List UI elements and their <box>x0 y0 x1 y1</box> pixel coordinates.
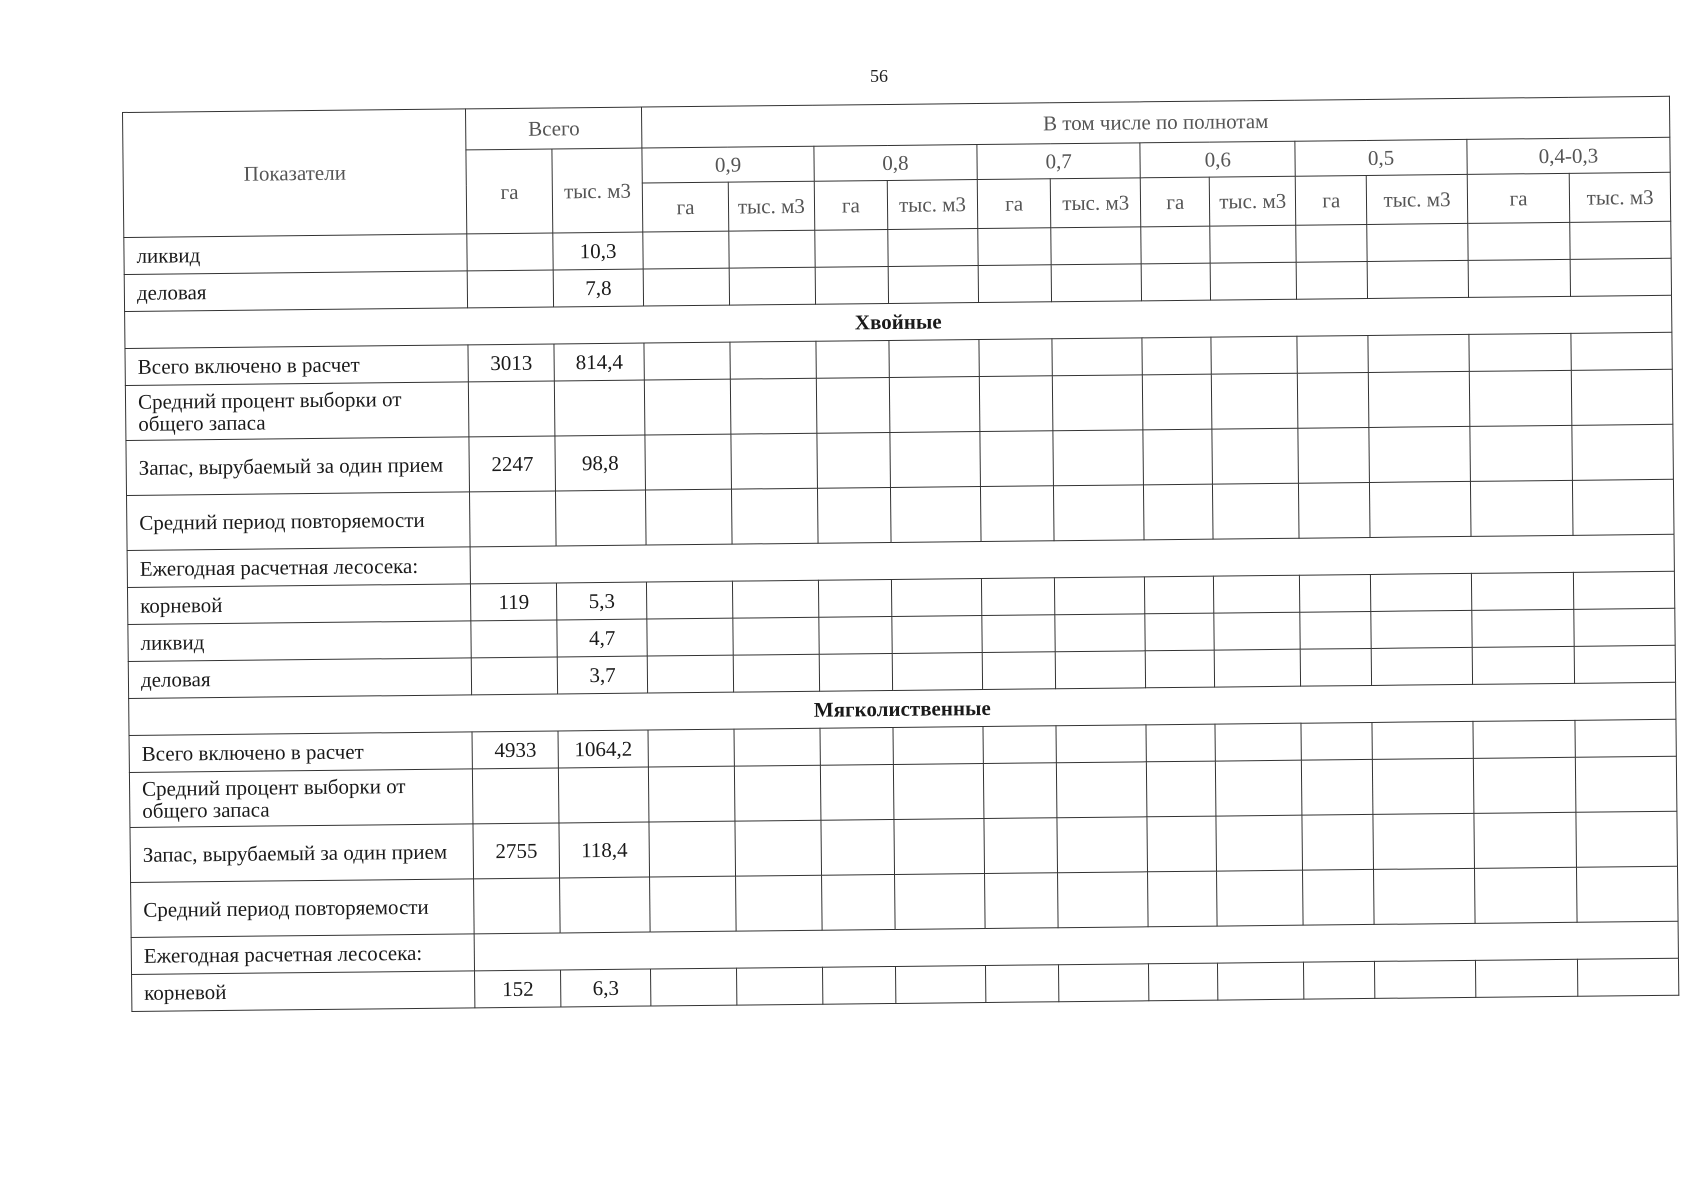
density-cell <box>1374 868 1475 924</box>
density-cell <box>985 965 1059 1003</box>
density-cell <box>1053 375 1144 431</box>
header-indicators: Показатели <box>123 109 468 238</box>
density-cell <box>819 616 893 654</box>
density-cell <box>1210 225 1296 263</box>
density-cell <box>733 617 819 655</box>
density-cell <box>735 875 821 931</box>
density-cell <box>1141 226 1210 264</box>
density-cell <box>1147 816 1217 872</box>
total-vol-cell: 118,4 <box>559 822 650 878</box>
density-cell <box>1474 812 1577 868</box>
density-cell <box>1214 612 1300 650</box>
total-vol-cell: 6,3 <box>561 969 651 1007</box>
density-cell <box>983 763 1057 819</box>
header-total-vol: тыс. м3 <box>552 148 643 233</box>
header-density-0-7: 0,7 <box>977 143 1141 180</box>
total-ha-cell: 3013 <box>468 344 554 382</box>
table-body <box>124 221 1679 1011</box>
density-cell <box>1373 813 1474 869</box>
total-ha-cell: 4933 <box>472 731 558 769</box>
density-cell <box>1146 724 1215 762</box>
density-cell <box>1143 429 1213 485</box>
density-cell <box>822 966 896 1004</box>
density-cell <box>1212 428 1298 484</box>
total-ha-cell: 152 <box>475 970 561 1008</box>
density-cell <box>1141 263 1210 301</box>
density-cell <box>646 489 732 545</box>
density-cell <box>1473 720 1576 758</box>
row-label: Ежегодная расчетная лесосека: <box>131 934 475 975</box>
density-cell <box>818 579 892 617</box>
density-cell <box>1469 333 1572 371</box>
row-label: Ежегодная расчетная лесосека: <box>127 547 471 588</box>
density-cell <box>1144 484 1214 540</box>
density-cell <box>1300 574 1372 612</box>
density-cell <box>1302 759 1374 815</box>
density-cell <box>1573 479 1674 535</box>
density-cell <box>731 433 817 489</box>
density-cell <box>643 231 729 269</box>
density-cell <box>1475 959 1578 997</box>
density-cell <box>1473 757 1576 813</box>
density-cell <box>1055 651 1145 689</box>
density-cell <box>651 968 737 1006</box>
total-vol-cell <box>560 877 651 933</box>
header-total-ha: га <box>466 149 553 234</box>
density-cell <box>734 765 820 821</box>
density-cell <box>1213 483 1299 539</box>
total-vol-cell: 4,7 <box>557 619 647 657</box>
density-cell <box>1571 332 1672 370</box>
density-cell <box>1570 258 1671 296</box>
density-cell <box>1149 963 1218 1001</box>
density-cell <box>1371 610 1472 648</box>
density-cell <box>817 487 891 543</box>
density-cell <box>1051 264 1141 302</box>
density-cell <box>1470 480 1573 536</box>
density-cell <box>1369 426 1470 482</box>
density-cell <box>1217 870 1303 926</box>
row-label: Средний процент выборки от общего запаса <box>129 769 473 828</box>
density-cell <box>1470 425 1573 481</box>
density-cell <box>1296 224 1368 262</box>
density-cell <box>734 728 820 766</box>
total-ha-cell <box>469 381 555 437</box>
density-cell <box>1370 481 1471 537</box>
density-cell <box>1055 577 1145 615</box>
header-unit-ha: га <box>1141 177 1211 227</box>
density-cell <box>1572 424 1673 480</box>
density-cell <box>1145 650 1214 688</box>
density-cell <box>644 342 730 380</box>
row-label: Запас, вырубаемый за один прием <box>126 437 470 496</box>
density-cell <box>891 579 981 617</box>
density-cell <box>649 821 735 877</box>
density-cell <box>1215 723 1301 761</box>
density-cell <box>1056 725 1146 763</box>
density-cell <box>894 819 985 875</box>
total-vol-cell <box>556 490 647 546</box>
total-vol-cell: 7,8 <box>553 269 643 307</box>
density-cell <box>980 431 1054 487</box>
forest-table-container <box>122 96 1679 1012</box>
density-cell <box>1147 761 1217 817</box>
density-cell <box>1577 866 1678 922</box>
density-cell <box>1055 614 1145 652</box>
density-cell <box>893 727 983 765</box>
density-cell <box>1058 872 1149 928</box>
density-cell <box>1575 645 1676 683</box>
density-cell <box>730 378 816 434</box>
density-cell <box>731 488 817 544</box>
density-cell <box>1367 260 1468 298</box>
density-cell <box>1145 613 1214 651</box>
density-cell <box>1576 811 1677 867</box>
density-cell <box>1300 611 1372 649</box>
density-cell <box>895 966 985 1004</box>
density-cell <box>888 266 978 304</box>
density-cell <box>1302 814 1374 870</box>
density-cell <box>889 377 980 433</box>
total-vol-cell: 98,8 <box>555 435 646 491</box>
density-cell <box>1468 259 1571 297</box>
row-label: деловая <box>128 658 472 699</box>
total-ha-cell <box>470 491 556 547</box>
page-number: 56 <box>870 66 888 86</box>
total-vol-cell <box>559 767 650 823</box>
density-cell <box>1216 760 1302 816</box>
density-cell <box>1368 334 1469 372</box>
header-unit-ha: га <box>1467 173 1570 223</box>
density-cell <box>1304 961 1376 999</box>
density-cell <box>1051 227 1141 265</box>
density-cell <box>888 229 978 267</box>
density-cell <box>1303 869 1375 925</box>
density-cell <box>816 340 890 378</box>
density-cell <box>1471 572 1574 610</box>
density-cell <box>890 432 981 488</box>
density-cell <box>1474 867 1577 923</box>
density-cell <box>1301 722 1373 760</box>
header-unit-vol: тыс. м3 <box>728 181 814 231</box>
header-unit-ha: га <box>977 179 1051 229</box>
density-cell <box>1212 373 1298 429</box>
forest-harvest-table <box>122 96 1679 1012</box>
density-cell <box>1211 336 1297 374</box>
density-cell <box>1367 223 1468 261</box>
density-cell <box>1469 370 1572 426</box>
density-cell <box>1575 719 1676 757</box>
header-unit-ha: га <box>1295 175 1367 225</box>
total-ha-cell <box>467 233 553 271</box>
row-label: ликвид <box>128 621 472 662</box>
density-cell <box>981 578 1055 616</box>
total-vol-cell <box>554 380 645 436</box>
density-cell <box>1372 721 1473 759</box>
density-cell <box>985 873 1059 929</box>
density-cell <box>647 581 733 619</box>
total-vol-cell: 10,3 <box>553 232 643 270</box>
density-cell <box>735 820 821 876</box>
row-label: корневой <box>132 971 476 1012</box>
total-ha-cell: 119 <box>471 583 557 621</box>
density-cell <box>648 729 734 767</box>
density-cell <box>736 967 822 1005</box>
density-cell <box>890 487 981 543</box>
total-ha-cell <box>473 768 559 824</box>
density-cell <box>1369 371 1470 427</box>
density-cell <box>1578 958 1679 996</box>
header-unit-vol: тыс. м3 <box>1210 176 1296 226</box>
density-cell <box>817 432 891 488</box>
density-cell <box>730 341 816 379</box>
density-cell <box>729 230 815 268</box>
density-cell <box>733 654 819 692</box>
density-cell <box>820 764 894 820</box>
density-cell <box>645 434 731 490</box>
density-cell <box>1218 962 1304 1000</box>
density-cell <box>889 340 979 378</box>
density-cell <box>979 339 1053 377</box>
total-ha-cell <box>467 270 553 308</box>
density-cell <box>816 377 890 433</box>
density-cell <box>1214 575 1300 613</box>
density-cell <box>893 764 984 820</box>
density-cell <box>1057 817 1148 873</box>
density-cell <box>1375 960 1476 998</box>
density-cell <box>644 379 730 435</box>
density-cell <box>1143 374 1213 430</box>
header-unit-ha: га <box>642 182 728 232</box>
density-cell <box>1059 964 1149 1002</box>
density-cell <box>647 618 733 656</box>
total-ha-cell <box>474 878 560 934</box>
header-density-0-6: 0,6 <box>1140 141 1295 178</box>
total-vol-cell: 1064,2 <box>558 730 648 768</box>
density-cell <box>1572 369 1673 425</box>
density-cell <box>982 652 1056 690</box>
row-label: Всего включено в расчет <box>125 345 469 386</box>
density-cell <box>1576 756 1677 812</box>
density-cell <box>895 874 986 930</box>
row-label: деловая <box>124 271 468 312</box>
density-cell <box>1145 576 1214 614</box>
density-cell <box>729 267 815 305</box>
density-cell <box>650 876 736 932</box>
density-cell <box>1574 571 1675 609</box>
density-cell <box>1298 427 1370 483</box>
density-cell <box>732 580 818 618</box>
density-cell <box>978 265 1052 303</box>
header-density-0-8: 0,8 <box>814 145 978 182</box>
density-cell <box>892 616 982 654</box>
density-cell <box>892 653 982 691</box>
row-label: Запас, вырубаемый за один прием <box>130 824 474 883</box>
density-cell <box>1297 335 1369 373</box>
header-unit-vol: тыс. м3 <box>1570 172 1671 222</box>
row-label: Средний процент выборки от общего запаса <box>125 382 469 441</box>
density-cell <box>1472 646 1575 684</box>
density-cell <box>1053 430 1144 486</box>
density-cell <box>820 727 894 765</box>
density-cell <box>983 726 1057 764</box>
density-cell <box>1057 762 1148 818</box>
header-density-0-4-0-3: 0,4-0,3 <box>1467 137 1671 174</box>
density-cell <box>1300 648 1372 686</box>
density-cell <box>1570 221 1671 259</box>
density-cell <box>1142 337 1211 375</box>
density-cell <box>1299 482 1371 538</box>
density-cell <box>1297 372 1369 428</box>
density-cell <box>815 266 889 304</box>
total-vol-cell: 814,4 <box>554 343 644 381</box>
density-cell <box>1574 608 1675 646</box>
density-cell <box>1468 222 1571 260</box>
density-cell <box>1054 485 1145 541</box>
total-vol-cell: 5,3 <box>557 582 647 620</box>
density-cell <box>1052 338 1142 376</box>
section-title: Хвойные <box>125 295 1672 348</box>
table-header <box>123 96 1671 237</box>
density-cell <box>1371 573 1472 611</box>
density-cell <box>815 229 889 267</box>
total-ha-cell <box>472 657 558 695</box>
row-label: Средний период повторяемости <box>131 879 475 938</box>
header-density-0-5: 0,5 <box>1295 139 1467 176</box>
section-title: Мягколиственные <box>129 682 1676 735</box>
density-cell <box>1372 647 1473 685</box>
total-ha-cell: 2755 <box>473 823 559 879</box>
density-cell <box>982 615 1056 653</box>
density-cell <box>980 486 1054 542</box>
header-unit-vol: тыс. м3 <box>1367 174 1468 224</box>
header-unit-ha: га <box>814 180 888 230</box>
row-label: Средний период повторяемости <box>127 492 471 551</box>
density-cell <box>1216 815 1302 871</box>
density-cell <box>819 653 893 691</box>
density-cell <box>979 376 1053 432</box>
density-cell <box>821 874 895 930</box>
header-total: Всего <box>466 107 642 150</box>
density-cell <box>1210 262 1296 300</box>
density-cell <box>1373 758 1474 814</box>
density-cell <box>984 818 1058 874</box>
total-ha-cell: 2247 <box>469 436 555 492</box>
density-cell <box>821 819 895 875</box>
density-cell <box>1148 871 1218 927</box>
header-unit-vol: тыс. м3 <box>1051 178 1142 228</box>
header-unit-vol: тыс. м3 <box>887 180 978 230</box>
row-label: корневой <box>127 584 471 625</box>
density-cell <box>647 655 733 693</box>
header-by-density: В том числе по полнотам <box>642 96 1670 148</box>
total-ha-cell <box>471 620 557 658</box>
row-label: Всего включено в расчет <box>129 732 473 773</box>
header-density-0-9: 0,9 <box>642 146 814 183</box>
density-cell <box>1215 649 1301 687</box>
density-cell <box>1296 261 1368 299</box>
total-vol-cell: 3,7 <box>557 656 647 694</box>
row-label: ликвид <box>124 234 468 275</box>
density-cell <box>978 228 1052 266</box>
density-cell <box>648 766 734 822</box>
density-cell <box>1472 609 1575 647</box>
density-cell <box>643 268 729 306</box>
